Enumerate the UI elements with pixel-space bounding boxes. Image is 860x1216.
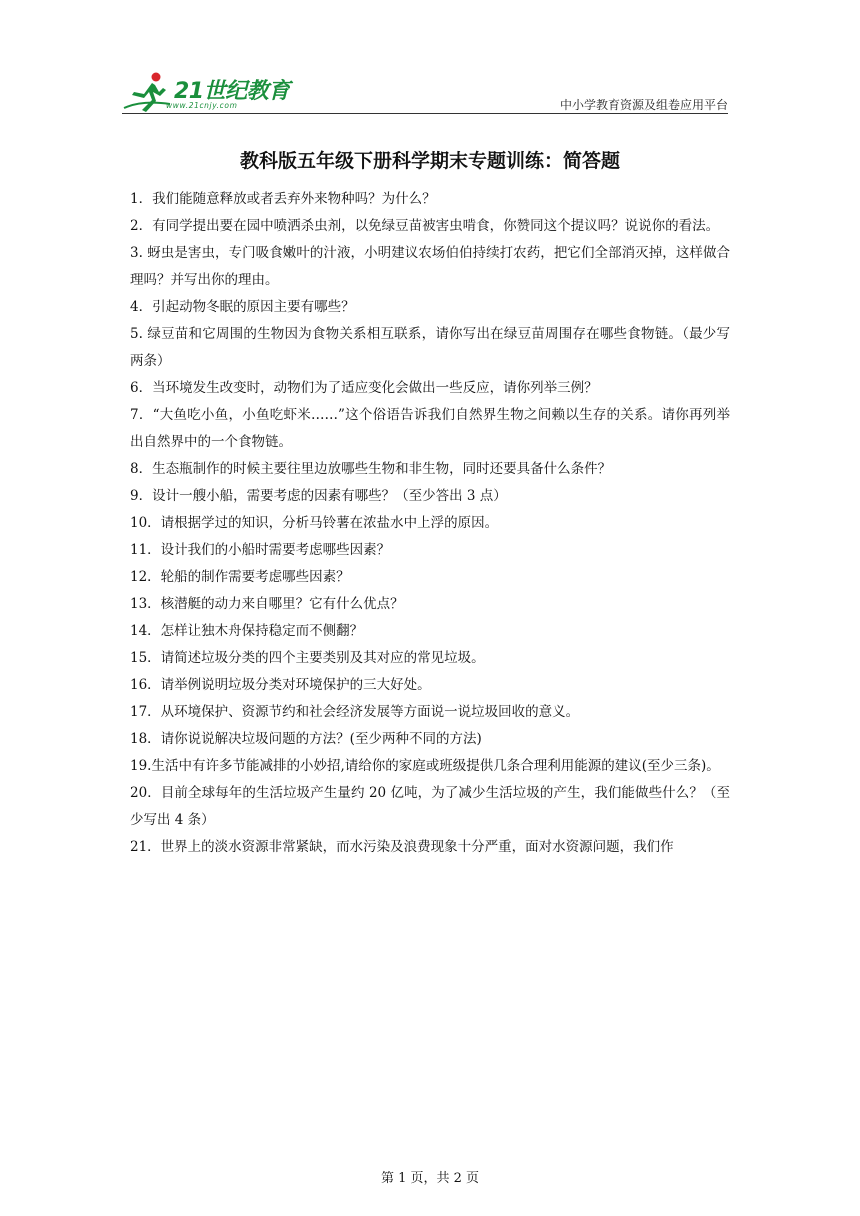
question-item: 10．请根据学过的知识，分析马铃薯在浓盐水中上浮的原因。	[130, 515, 499, 531]
question-item: 8．生态瓶制作的时候主要往里边放哪些生物和非生物，同时还要具备什么条件？	[130, 461, 612, 477]
page-header	[122, 62, 728, 118]
logo-url: www.21cnjy.com	[166, 101, 238, 110]
question-item: 18．请你说说解决垃圾问题的方法？(至少两种不同的方法)	[130, 731, 482, 747]
question-item: 13．核潜艇的动力来自哪里？它有什么优点？	[130, 596, 404, 612]
question-item: 2．有同学提出要在园中喷洒杀虫剂，以免绿豆苗被害虫啃食，你赞同这个提议吗？说说你的看法。	[130, 218, 720, 234]
question-item: 12．轮船的制作需要考虑哪些因素？	[130, 569, 350, 585]
platform-name: 中小学教育资源及组卷应用平台	[559, 98, 728, 112]
question-list	[130, 186, 730, 861]
question-item: 16．请举例说明垃圾分类对环境保护的三大好处。	[130, 677, 431, 693]
header-divider	[122, 113, 728, 114]
question-item: 20．目前全球每年的生活垃圾产生量约 20 亿吨，为了减少生活垃圾的产生，我们能做些什么？（至少写出 4 条）	[130, 785, 730, 828]
page-footer: 第 1 页，共 2 页	[380, 1171, 480, 1186]
question-item: 17．从环境保护、资源节约和社会经济发展等方面说一说垃圾回收的意义。	[130, 704, 580, 720]
question-item: 11．设计我们的小船时需要考虑哪些因素？	[130, 542, 391, 558]
question-item: 15．请简述垃圾分类的四个主要类别及其对应的常见垃圾。	[130, 650, 485, 666]
question-item: 14．怎样让独木舟保持稳定而不侧翻？	[130, 623, 364, 639]
logo	[122, 70, 292, 114]
question-item: 6．当环境发生改变时，动物们为了适应变化会做出一些反应，请你列举三例？	[130, 380, 598, 396]
question-item: 4．引起动物冬眠的原因主要有哪些？	[130, 299, 355, 315]
question-item: 9．设计一艘小船，需要考虑的因素有哪些？（至少答出 3 点）	[130, 488, 507, 504]
logo-text: 21世纪教育	[174, 79, 290, 104]
question-item: 1．我们能随意释放或者丢弃外来物种吗？为什么？	[130, 191, 436, 207]
question-item: 5. 绿豆苗和它周围的生物因为食物关系相互联系，请你写出在绿豆苗周围存在哪些食物链。（最少写两条）	[130, 326, 730, 369]
question-item: 7．“大鱼吃小鱼，小鱼吃虾米……”这个俗语告诉我们自然界生物之间赖以生存的关系。请你再列举出自然界中的一个食物链。	[130, 407, 730, 450]
question-item: 19.生活中有许多节能减排的小妙招,请给你的家庭或班级提供几条合理利用能源的建议(至少三条)。	[130, 758, 720, 774]
question-item: 21．世界上的淡水资源非常紧缺，而水污染及浪费现象十分严重，面对水资源问题，我们作	[130, 839, 674, 855]
page-title: 教科版五年级下册科学期末专题训练：简答题	[239, 150, 620, 172]
question-item: 3. 蚜虫是害虫，专门吸食嫩叶的汁液，小明建议农场伯伯持续打农药，把它们全部消灭掉，这样做合理吗？并写出你的理由。	[130, 245, 730, 288]
